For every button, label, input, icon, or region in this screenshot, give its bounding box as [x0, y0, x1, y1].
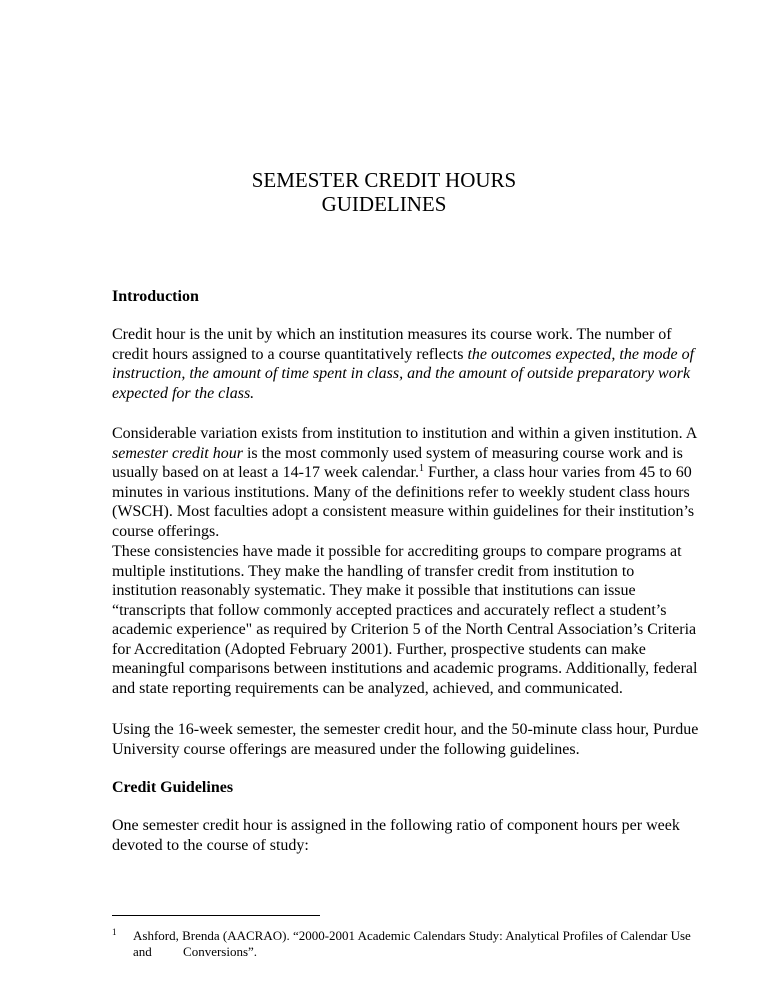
- introduction-heading-block: [112, 287, 702, 307]
- footnote-number: 1: [112, 927, 117, 937]
- footnote-text-b: Conversions”.: [183, 944, 258, 959]
- p4-text: Using the 16-week semester, the semester credit hour, and the 50-minute class hour, Purdue University course offerings are measured under the following guidelines.: [112, 721, 699, 758]
- p3-text: These consistencies have made it possible for accrediting groups to compare programs at multiple institutions. They make the handling of transfer credit from institution to institution reasonably systematic. They make it possible that institutions can issue “transcripts that follow commonly accepted practices and accurately reflect a student’s academic experience" as required by Criterion 5 of the North Central Association’s Criteria for Accreditation (Adopted February 2001). Further, prospective students can make meaningful comparisons between institutions and academic programs. Additionally, federal and state reporting requirements can be analyzed, achieved, and communicated.: [112, 543, 698, 697]
- p1-text: Credit hour is the unit by which an institution measures its course work. The number of credit hours assigned to a course quantitatively reflects: [112, 326, 672, 363]
- p1-italic-text: the outcomes expected, the mode of instruction, the amount of time spent in class, and the amount of outside preparatory work expected for the class.: [112, 345, 695, 402]
- p2-text-a: Considerable variation exists from institution to institution and within a given institution. A: [112, 425, 697, 442]
- credit-guidelines-paragraph: [112, 816, 702, 855]
- introduction-paragraph-2: [112, 424, 702, 541]
- credit-guidelines-heading-block: [112, 778, 702, 798]
- introduction-paragraph-3: [112, 542, 702, 698]
- introduction-paragraph-1: [112, 325, 702, 403]
- introduction-paragraph-4: [112, 720, 702, 759]
- p5-text: One semester credit hour is assigned in the following ratio of component hours per week devoted to the course of study:: [112, 817, 680, 854]
- footnote-text-a: Ashford, Brenda (AACRAO). “2000-2001 Academic Calendars Study: Analytical Profiles of Calendar Use and: [133, 928, 691, 959]
- p2-text-d: Further, a class hour varies from 45 to 60 minutes in various institutions. Many of the definitions refer to weekly student class hours (WSCH). Most faculties adopt a consistent measure within guidelines for their institution’s course offerings.: [112, 464, 695, 540]
- p2-text-c: is the most commonly used system of measuring course work and is usually based on at least a 14-17 week calendar.: [112, 444, 683, 481]
- title-line-1: SEMESTER CREDIT HOURS: [251, 168, 517, 192]
- title-line-2: GUIDELINES: [321, 192, 447, 216]
- footnote-reference[interactable]: 1: [419, 463, 424, 474]
- p2-italic-term: semester credit hour: [112, 444, 243, 462]
- footnote: [112, 928, 712, 960]
- introduction-heading: Introduction: [112, 288, 199, 305]
- document-title: [0, 168, 768, 216]
- footnote-separator: [112, 915, 320, 916]
- credit-guidelines-heading: Credit Guidelines: [112, 779, 234, 796]
